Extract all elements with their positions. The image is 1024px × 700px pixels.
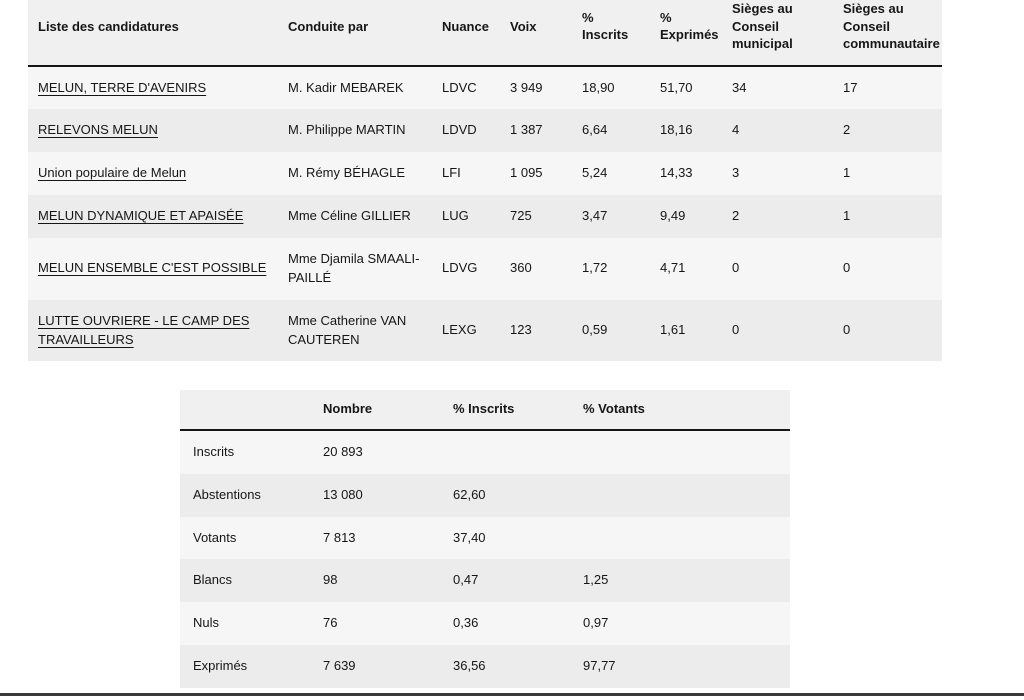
- stat-pct-votants: [570, 430, 790, 474]
- stat-pct-votants: 97,77: [570, 645, 790, 688]
- table-row: [28, 238, 942, 300]
- stat-nombre: 20 893: [310, 430, 440, 474]
- stat-nombre: 7 813: [310, 517, 440, 560]
- voix-cell: 3 949: [500, 66, 572, 110]
- results-header-row: [28, 0, 942, 66]
- liste-link[interactable]: LUTTE OUVRIERE - LE CAMP DES TRAVAILLEURS: [38, 312, 250, 347]
- voix-cell: 1 095: [500, 152, 572, 195]
- sieges-municipal-cell: 4: [722, 109, 833, 152]
- col-header-conduite-par: Conduite par: [278, 0, 432, 66]
- liste-link[interactable]: MELUN ENSEMBLE C'EST POSSIBLE: [38, 260, 267, 276]
- sieges-municipal-cell: 2: [722, 195, 833, 238]
- pct-exprimes-cell: 1,61: [650, 300, 722, 362]
- stat-pct-votants: 1,25: [570, 559, 790, 602]
- participation-table: [180, 390, 790, 688]
- col-header-sieges-municipal: Sièges au Conseil municipal: [722, 0, 833, 66]
- pct-exprimes-cell: 4,71: [650, 238, 722, 300]
- stat-label: Votants: [180, 517, 310, 560]
- sieges-municipal-cell: 3: [722, 152, 833, 195]
- col-header-pct-exprimes: % Exprimés: [650, 0, 722, 66]
- liste-link[interactable]: MELUN, TERRE D'AVENIRS: [38, 79, 207, 95]
- stat-pct-inscrits: 0,47: [440, 559, 570, 602]
- stat-nombre: 13 080: [310, 474, 440, 517]
- stat-label: Nuls: [180, 602, 310, 645]
- liste-link[interactable]: MELUN DYNAMIQUE ET APAISÉE: [38, 208, 244, 224]
- sieges-municipal-cell: 0: [722, 238, 833, 300]
- table-row: [180, 559, 790, 602]
- pct-inscrits-cell: 3,47: [572, 195, 650, 238]
- results-table: [28, 0, 942, 361]
- liste-link[interactable]: Union populaire de Melun: [38, 165, 187, 181]
- col-header-nombre: Nombre: [310, 390, 440, 430]
- conduite-par-cell: M. Rémy BÉHAGLE: [278, 152, 432, 195]
- nuance-cell: LDVD: [432, 109, 500, 152]
- pct-inscrits-cell: 1,72: [572, 238, 650, 300]
- stat-nombre: 98: [310, 559, 440, 602]
- pct-exprimes-cell: 51,70: [650, 66, 722, 110]
- voix-cell: 123: [500, 300, 572, 362]
- table-row: [28, 300, 942, 362]
- stat-label: Blancs: [180, 559, 310, 602]
- sieges-communautaire-cell: 17: [833, 66, 942, 110]
- sieges-municipal-cell: 0: [722, 300, 833, 362]
- sieges-municipal-cell: 34: [722, 66, 833, 110]
- pct-exprimes-cell: 9,49: [650, 195, 722, 238]
- table-row: [180, 602, 790, 645]
- col-header-pct-inscrits: % Inscrits: [572, 0, 650, 66]
- stat-nombre: 76: [310, 602, 440, 645]
- table-row: [28, 195, 942, 238]
- stat-pct-inscrits: 36,56: [440, 645, 570, 688]
- stat-pct-inscrits: 0,36: [440, 602, 570, 645]
- nuance-cell: LDVC: [432, 66, 500, 110]
- conduite-par-cell: Mme Céline GILLIER: [278, 195, 432, 238]
- col-header-pct-votants: % Votants: [570, 390, 790, 430]
- table-row: [28, 152, 942, 195]
- table-row: [180, 430, 790, 474]
- table-row: [180, 517, 790, 560]
- sieges-communautaire-cell: 1: [833, 195, 942, 238]
- stat-pct-votants: [570, 517, 790, 560]
- pct-inscrits-cell: 5,24: [572, 152, 650, 195]
- conduite-par-cell: M. Philippe MARTIN: [278, 109, 432, 152]
- col-header-voix: Voix: [500, 0, 572, 66]
- stat-pct-inscrits: 62,60: [440, 474, 570, 517]
- voix-cell: 725: [500, 195, 572, 238]
- voix-cell: 1 387: [500, 109, 572, 152]
- col-header-pct-inscrits: % Inscrits: [440, 390, 570, 430]
- voix-cell: 360: [500, 238, 572, 300]
- liste-link[interactable]: RELEVONS MELUN: [38, 122, 158, 138]
- stat-pct-inscrits: 37,40: [440, 517, 570, 560]
- stat-pct-votants: 0,97: [570, 602, 790, 645]
- nuance-cell: LEXG: [432, 300, 500, 362]
- table-row: [28, 109, 942, 152]
- table-row: [28, 66, 942, 110]
- pct-inscrits-cell: 18,90: [572, 66, 650, 110]
- col-header-liste: Liste des candidatures: [28, 0, 278, 66]
- pct-inscrits-cell: 6,64: [572, 109, 650, 152]
- conduite-par-cell: Mme Catherine VAN CAUTEREN: [278, 300, 432, 362]
- participation-header-row: [180, 390, 790, 430]
- pct-exprimes-cell: 14,33: [650, 152, 722, 195]
- stat-pct-votants: [570, 474, 790, 517]
- sieges-communautaire-cell: 1: [833, 152, 942, 195]
- conduite-par-cell: Mme Djamila SMAALI-PAILLÉ: [278, 238, 432, 300]
- stat-label: Abstentions: [180, 474, 310, 517]
- nuance-cell: LUG: [432, 195, 500, 238]
- pct-exprimes-cell: 18,16: [650, 109, 722, 152]
- sieges-communautaire-cell: 0: [833, 300, 942, 362]
- stat-pct-inscrits: [440, 430, 570, 474]
- pct-inscrits-cell: 0,59: [572, 300, 650, 362]
- stat-label: Exprimés: [180, 645, 310, 688]
- sieges-communautaire-cell: 0: [833, 238, 942, 300]
- col-header-empty: [180, 390, 310, 430]
- nuance-cell: LDVG: [432, 238, 500, 300]
- col-header-nuance: Nuance: [432, 0, 500, 66]
- table-row: [180, 645, 790, 688]
- conduite-par-cell: M. Kadir MEBAREK: [278, 66, 432, 110]
- stat-nombre: 7 639: [310, 645, 440, 688]
- sieges-communautaire-cell: 2: [833, 109, 942, 152]
- section-divider: [0, 693, 1024, 696]
- col-header-sieges-communautaire: Sièges au Conseil communautaire: [833, 0, 942, 66]
- nuance-cell: LFI: [432, 152, 500, 195]
- stat-label: Inscrits: [180, 430, 310, 474]
- table-row: [180, 474, 790, 517]
